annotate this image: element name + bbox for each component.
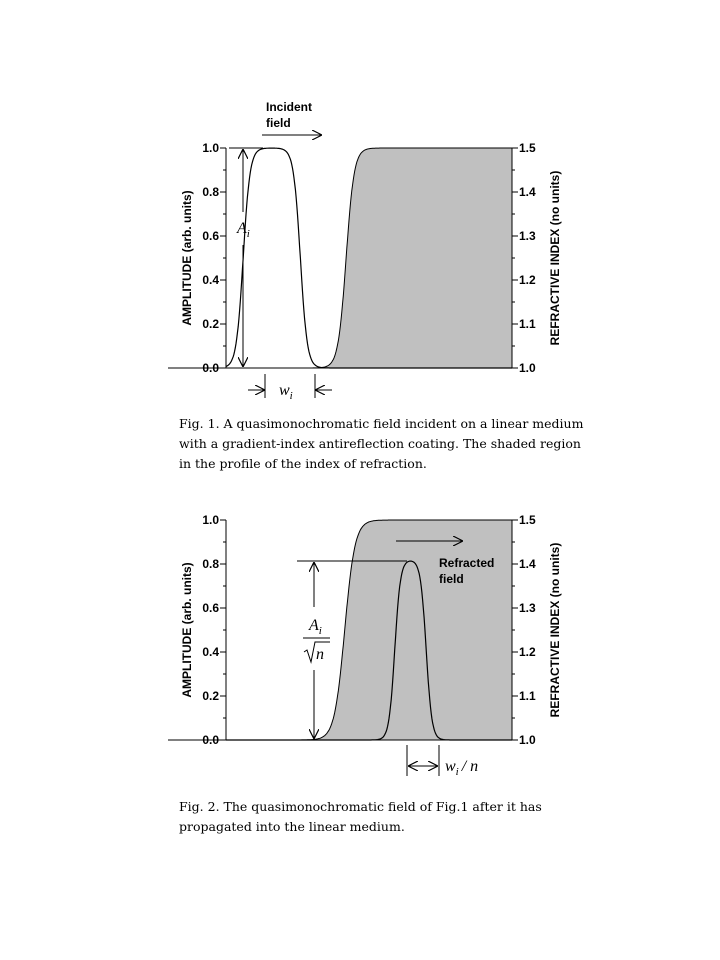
left-tick-label: 0.6 [202, 601, 219, 615]
figure-1 [168, 100, 562, 402]
figure-2-caption: Fig. 2. The quasimonochromatic field of Fig.1 after it has propagated into the linear medium. [179, 799, 542, 834]
right-tick-label: 1.1 [519, 689, 536, 703]
amplitude-symbol: $A_i$ [237, 220, 250, 240]
left-tick-label: 0.8 [202, 557, 219, 571]
left-tick-label: 0.8 [202, 185, 219, 199]
refracted-field-label: field [439, 572, 464, 586]
right-axis-title: REFRACTIVE INDEX (no units) [548, 542, 562, 718]
right-tick-label: 1.4 [519, 557, 536, 571]
right-tick-label: 1.0 [519, 361, 536, 375]
width-symbol: $w_i$ [279, 382, 293, 402]
right-tick-label: 1.5 [519, 141, 536, 155]
right-tick-label: 1.2 [519, 645, 536, 659]
figure-1-caption: Fig. 1. A quasimonochromatic field incident on a linear medium with a gradient-index antireflection coating. The shaded region in the profile of the index of refraction. [179, 416, 584, 471]
right-tick-label: 1.3 [519, 229, 536, 243]
left-tick-label: 0.2 [202, 317, 219, 331]
left-tick-label: 1.0 [202, 513, 219, 527]
left-axis-title: AMPLITUDE (arb. units) [180, 562, 194, 698]
right-tick-label: 1.0 [519, 733, 536, 747]
left-tick-label: 0.4 [202, 645, 219, 659]
right-tick-label: 1.2 [519, 273, 536, 287]
left-tick-label: 0.0 [202, 733, 219, 747]
width-symbol: $w_i$ / n [445, 758, 479, 778]
left-tick-label: 0.2 [202, 689, 219, 703]
refracted-field-label: Refracted [439, 556, 495, 570]
index-profile-shading [226, 148, 512, 368]
index-profile-shading [226, 520, 512, 740]
figure-2 [168, 513, 562, 778]
amplitude-denominator: n [316, 646, 324, 663]
right-tick-label: 1.3 [519, 601, 536, 615]
left-tick-label: 1.0 [202, 141, 219, 155]
incident-field-label: Incident [266, 100, 313, 114]
right-tick-label: 1.5 [519, 513, 536, 527]
left-tick-label: 0.6 [202, 229, 219, 243]
left-tick-label: 0.0 [202, 361, 219, 375]
left-tick-label: 0.4 [202, 273, 219, 287]
amplitude-symbol: $A_i$ [309, 617, 322, 637]
incident-field-label: field [266, 116, 291, 130]
right-tick-label: 1.4 [519, 185, 536, 199]
right-axis-title: REFRACTIVE INDEX (no units) [548, 170, 562, 346]
right-tick-label: 1.1 [519, 317, 536, 331]
left-axis-title: AMPLITUDE (arb. units) [180, 190, 194, 326]
